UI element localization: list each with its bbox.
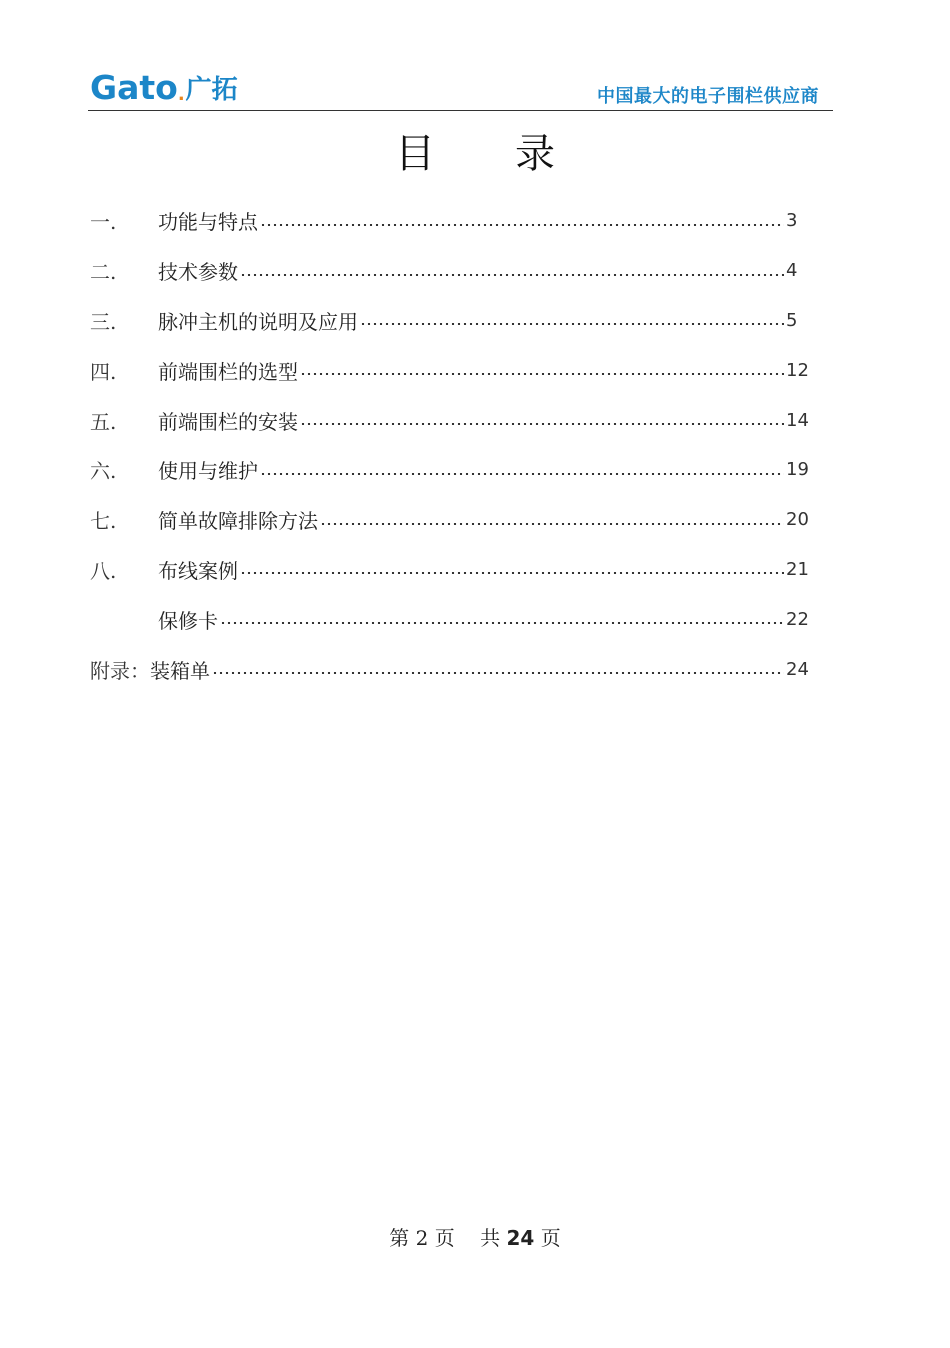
toc-entry-title: 前端围栏的安装 — [158, 409, 298, 434]
footer-total-pages: 24 — [506, 1226, 535, 1250]
toc-dot-leader — [300, 423, 784, 425]
page-title — [0, 122, 950, 179]
toc-entry-page: 21 — [786, 558, 809, 580]
toc-entry-page: 12 — [786, 359, 809, 381]
toc-entry-title: 使用与维护 — [158, 459, 258, 484]
toc-entry[interactable] — [90, 445, 810, 495]
toc-entry[interactable] — [90, 196, 810, 246]
toc-dot-leader — [300, 373, 784, 375]
toc-entry-title: 前端围栏的选型 — [158, 359, 298, 384]
toc-dot-leader — [220, 622, 784, 624]
footer-page-prefix: 第 — [389, 1226, 410, 1250]
toc-dot-leader — [260, 224, 784, 226]
toc-dot-leader — [212, 672, 784, 674]
toc-dot-leader — [320, 523, 784, 525]
toc-entry[interactable] — [90, 545, 810, 595]
toc-entry-number: 八. — [90, 558, 117, 583]
footer-current-page: 2 — [415, 1226, 429, 1250]
toc-entry-title: 脉冲主机的说明及应用 — [158, 309, 358, 334]
toc-entry-number: 六. — [90, 459, 117, 484]
table-of-contents — [90, 196, 810, 694]
toc-appendix-entry[interactable] — [90, 644, 810, 694]
toc-entry-page: 20 — [786, 509, 809, 531]
company-logo — [90, 68, 238, 107]
toc-entry-title: 布线案例 — [158, 558, 238, 583]
toc-entry[interactable] — [90, 495, 810, 545]
header-tagline: 中国最大的电子围栏供应商 — [597, 86, 819, 107]
footer-total-suffix: 页 — [540, 1226, 561, 1250]
page-title-right: 录 — [515, 131, 555, 177]
toc-dot-leader — [360, 323, 784, 325]
toc-entry-page: 22 — [786, 608, 809, 630]
toc-entry-page: 3 — [786, 210, 798, 232]
toc-entry-page: 4 — [786, 260, 798, 282]
footer-total-prefix: 共 — [480, 1226, 501, 1250]
toc-entry-page: 5 — [786, 309, 798, 331]
toc-entry[interactable] — [90, 345, 810, 395]
toc-entry-title: 简单故障排除方法 — [158, 509, 318, 534]
footer-page-suffix: 页 — [434, 1226, 455, 1250]
toc-entry-page: 24 — [786, 658, 809, 680]
toc-entry-number: 四. — [90, 359, 117, 384]
toc-dot-leader — [260, 473, 784, 475]
toc-entry-number: 二. — [90, 260, 117, 285]
toc-appendix-label: 附录： — [90, 658, 150, 683]
page-header — [88, 62, 833, 111]
toc-entry[interactable] — [90, 246, 810, 296]
page-title-left: 目 — [395, 131, 435, 177]
page-footer — [0, 1222, 950, 1251]
toc-entry[interactable] — [90, 395, 810, 445]
toc-entry-number: 一. — [90, 210, 117, 235]
toc-entry-title: 功能与特点 — [158, 210, 258, 235]
toc-entry-number: 五. — [90, 409, 117, 434]
toc-entry-page: 19 — [786, 459, 809, 481]
toc-entry-page: 14 — [786, 409, 809, 431]
toc-entry-number: 七. — [90, 509, 117, 534]
toc-entry-number: 三. — [90, 309, 117, 334]
toc-dot-leader — [240, 274, 784, 276]
logo-chinese-name: 广拓 — [185, 75, 238, 105]
toc-entry[interactable] — [90, 594, 810, 644]
logo-dot: . — [177, 84, 185, 105]
toc-entry-title: 保修卡 — [158, 608, 218, 633]
toc-entry-title: 技术参数 — [158, 260, 238, 285]
logo-wordmark: Gato — [90, 68, 178, 107]
toc-dot-leader — [240, 572, 784, 574]
toc-entry[interactable] — [90, 296, 810, 346]
toc-entry-title: 装箱单 — [150, 658, 210, 683]
